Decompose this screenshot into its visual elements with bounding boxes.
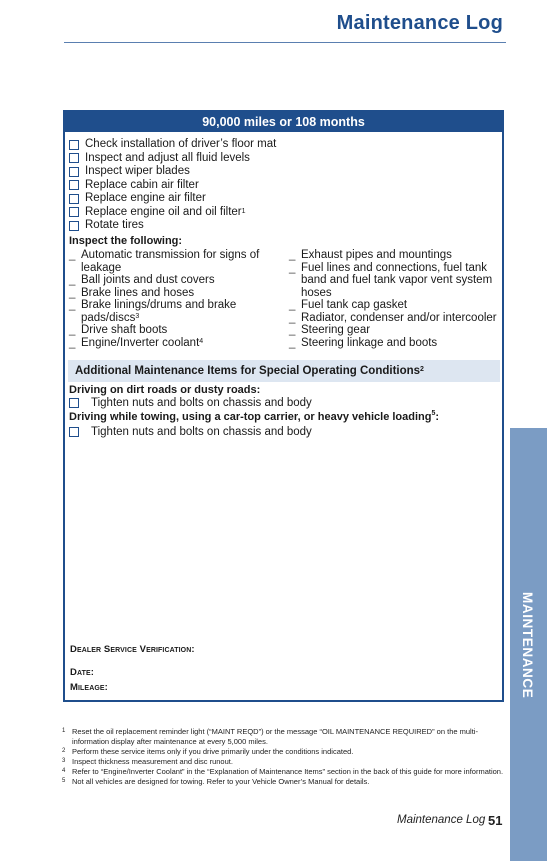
date-label: Date: <box>70 667 95 678</box>
inspect-item-label: Engine/Inverter coolant$^4$ <box>81 336 204 349</box>
blank-line-icon: _ <box>289 336 296 349</box>
checklist-item[interactable] <box>69 219 276 233</box>
checklist-item-label: Check installation of driver’s floor mat <box>85 138 277 150</box>
inspect-item[interactable] <box>69 324 281 337</box>
footnote: 3 Inspect thickness measurement and disc runout. <box>62 757 233 766</box>
inspect-item-label: Fuel lines and connections, fuel tank band and fuel tank vapor vent system hoses <box>301 261 493 299</box>
service-checklist <box>69 138 276 233</box>
inspect-item[interactable] <box>69 337 281 350</box>
inspect-item-label: Radiator, condenser and/or intercooler <box>301 311 497 324</box>
footnote: 5 Not all vehicles are designed for towing. Refer to your Vehicle Owner’s Manual for details. <box>62 777 370 786</box>
checklist-item-label: Replace engine oil and oil filter <box>85 205 242 218</box>
blank-line-icon: _ <box>289 324 296 336</box>
blank-line-icon: _ <box>69 274 76 286</box>
checkbox-icon[interactable] <box>69 427 79 437</box>
inspect-item-label: Steering linkage and boots <box>301 336 438 349</box>
checkbox-icon[interactable] <box>69 153 79 163</box>
condition-item[interactable] <box>69 397 312 409</box>
blank-line-icon: _ <box>69 249 76 261</box>
checklist-item[interactable] <box>69 152 276 166</box>
checkbox-icon[interactable] <box>69 221 79 231</box>
inspect-item[interactable] <box>289 312 497 325</box>
inspect-item-label: Fuel tank cap gasket <box>301 299 408 311</box>
inspect-item[interactable] <box>69 299 281 324</box>
footnote: 1 Reset the oil replacement reminder light (“MAINT REQD”) or the message “OIL MAINTENANCE REQUIRED” on the multi-information display after maintenance at every 5,000 miles. <box>62 727 478 746</box>
checklist-item[interactable] <box>69 138 276 152</box>
checklist-item[interactable] <box>69 179 276 193</box>
inspect-item[interactable] <box>289 249 497 262</box>
side-tab-label: MAINTENANCE <box>520 592 535 699</box>
footnote-ref: 1 <box>241 207 246 215</box>
inspect-item[interactable] <box>69 274 281 287</box>
inspect-item-label: Ball joints and dust covers <box>81 274 215 286</box>
inspect-item[interactable] <box>289 337 497 350</box>
checklist-item[interactable] <box>69 165 276 179</box>
footnote-ref: 5 <box>431 410 436 417</box>
inspect-item-label: Brake linings/drums and brake pads/discs$^3$ <box>81 299 237 324</box>
checkbox-icon[interactable] <box>69 194 79 204</box>
inspect-item-label: Drive shaft boots <box>81 324 168 336</box>
condition-heading: Driving while towing, using a car-top carrier, or heavy vehicle loading$^5$: <box>69 410 440 423</box>
footnote-ref: 4 <box>199 337 204 345</box>
blank-line-icon: _ <box>69 336 76 349</box>
condition-item-label: Tighten nuts and bolts on chassis and body <box>91 426 312 438</box>
mileage-label: Mileage: <box>70 682 108 693</box>
page-title: Maintenance Log <box>336 12 503 34</box>
footnote: 2 Perform these service items only if you drive primarily under the conditions indicated. <box>62 747 354 756</box>
blank-line-icon: _ <box>289 299 296 311</box>
condition-item-label: Tighten nuts and bolts on chassis and body <box>91 397 312 409</box>
special-conditions-heading: Additional Maintenance Items for Special Operating Conditions$^2$ <box>68 360 500 382</box>
interval-header: 90,000 miles or 108 months <box>65 112 502 132</box>
blank-line-icon: _ <box>69 324 76 336</box>
inspect-list-left <box>69 249 281 349</box>
inspect-item[interactable] <box>69 287 281 300</box>
checklist-item[interactable] <box>69 206 276 220</box>
checklist-item-label: Inspect wiper blades <box>85 165 190 177</box>
footnote-ref: 2 <box>420 366 424 373</box>
dealer-verification-label: Dealer Service Verification: <box>70 644 195 655</box>
blank-line-icon: _ <box>289 311 296 324</box>
checkbox-icon[interactable] <box>69 398 79 408</box>
inspect-item-label: Automatic transmission for signs of leakage <box>81 249 260 274</box>
title-divider <box>64 42 506 43</box>
inspect-item-label: Brake lines and hoses <box>81 286 195 299</box>
checkbox-icon[interactable] <box>69 140 79 150</box>
inspect-item[interactable] <box>289 262 497 300</box>
checklist-item-label: Replace engine air filter <box>85 192 206 204</box>
checkbox-icon[interactable] <box>69 167 79 177</box>
blank-line-icon: _ <box>289 249 296 261</box>
checkbox-icon[interactable] <box>69 180 79 190</box>
checklist-item-label: Rotate tires <box>85 219 144 231</box>
checklist-item[interactable] <box>69 192 276 206</box>
inspect-item[interactable] <box>289 324 497 337</box>
checklist-item-label: Replace cabin air filter <box>85 178 199 191</box>
footnote-ref: 3 <box>135 312 140 320</box>
footnote: 4 Refer to “Engine/Inverter Coolant” in the “Explanation of Maintenance Items” section in the back of this guide for more information. <box>62 767 504 776</box>
inspect-item-label: Steering gear <box>301 324 371 336</box>
checkbox-icon[interactable] <box>69 207 79 217</box>
checklist-item-label: Inspect and adjust all fluid levels <box>85 151 250 164</box>
inspect-item[interactable] <box>289 299 497 312</box>
inspect-heading: Inspect the following: <box>69 235 183 247</box>
footer-section-label: Maintenance Log <box>397 814 486 826</box>
condition-item[interactable] <box>69 426 312 438</box>
page-number: 51 <box>488 813 503 828</box>
condition-heading: Driving on dirt roads or dusty roads: <box>69 384 261 396</box>
blank-line-icon: _ <box>69 299 76 311</box>
blank-line-icon: _ <box>69 286 76 299</box>
footnotes <box>62 727 506 787</box>
blank-line-icon: _ <box>289 261 296 274</box>
inspect-item-label: Exhaust pipes and mountings <box>301 249 452 261</box>
maintenance-log-box <box>63 110 504 702</box>
inspect-item[interactable] <box>69 249 281 274</box>
inspect-list-right <box>289 249 497 349</box>
